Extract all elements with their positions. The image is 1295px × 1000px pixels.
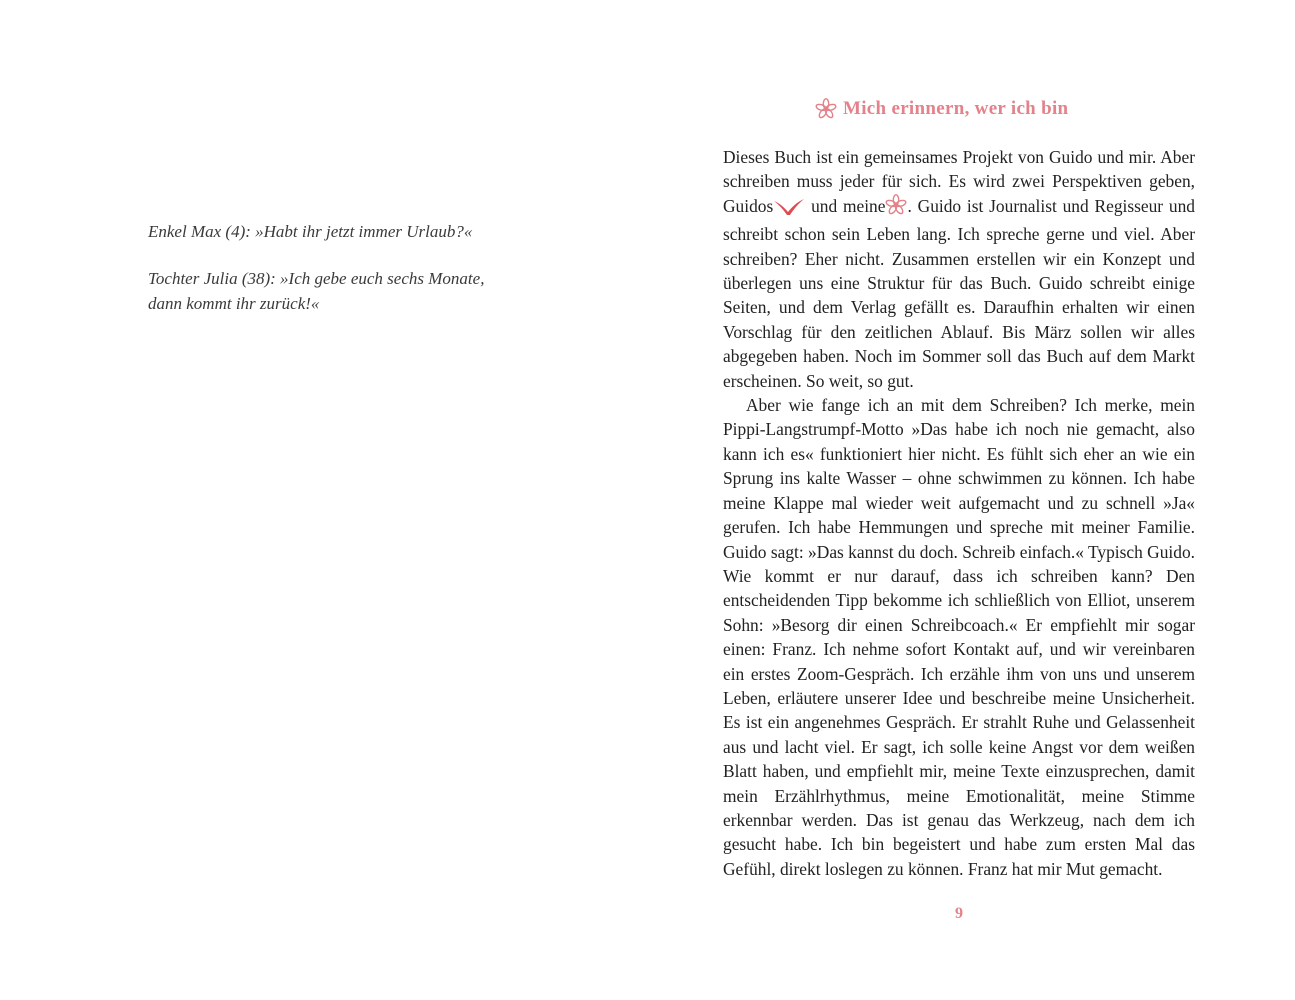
paragraph-2: Aber wie fange ich an mit dem Schreiben? Ich merke, mein Pippi-Langstrumpf-Motto »Das habe ich noch nie gemacht, also kann ich es« funktioniert hier nicht. Es fühlt sich eher an wie ein Sprung ins kalte Wasser – ohne schwimmen zu können. Ich habe meine Klappe mal wieder weit aufgemacht und zu schnell »Ja« gerufen. Ich habe Hemmungen und spreche mit meiner Familie. Guido sagt: »Das kannst du doch. Schreib einfach.« Typisch Guido. Wie kommt er nur darauf, dass ich schreiben kann? Den entscheidenden Tipp bekomme ich schließlich von Elliot, unserem Sohn: »Besorg dir einen Schreibcoach.« Er empfiehlt mir sogar einen: Franz. Ich nehme sofort Kontakt auf, und wir vereinbaren ein erstes Zoom-Gespräch. Ich erzähle ihm von uns und unserem Leben, erläutere unserer Idee und beschreibe meine Unsicherheit. Es ist ein angenehmes Gespräch. Er strahlt Ruhe und Gelassenheit aus und lacht viel. Er sagt, ich solle keine Angst vor dem weißen Blatt haben, und empfiehlt mir, meine Texte einzusprechen, damit mein Erzählrhythmus, meine Emotionalität, meine Stimme erkennbar werden. Das ist genau das Werkzeug, nach dem ich gesucht habe. Ich bin begeistert und habe zum ersten Mal das Gefühl, direkt loslegen zu können. Franz hat mir Mut gemacht.	[723, 395, 1195, 879]
quote-max: Enkel Max (4): »Habt ihr jetzt immer Urlaub?«	[148, 222, 473, 241]
page-number: 9	[955, 905, 963, 922]
bird-icon	[773, 198, 805, 222]
paragraph-1-text-end: . Guido ist Journalist und Regisseur und schreibt schon sein Leben lang. Ich spreche gerne und viel. Aber schreiben? Eher nicht. Zusammen erstellen wir ein Konzept und überlegen uns eine Struktur für das Buch. Guido schreibt einige Seiten, und dem Verlag gefällt es. Daraufhin erhalten wir einen Vorschlag für den zeitlichen Ablauf. Bis März sollen wir alles abgegeben haben. Noch im Sommer soll das Buch auf dem Markt erscheinen. So weit, so gut.	[723, 195, 1195, 391]
paragraph-1-text-start: Dieses Buch ist ein gemeinsames Projekt von Guido und mir. Aber schreiben muss jeder für sich. Es wird zwei Perspektiven geben, Guidos	[723, 147, 1195, 216]
flower-icon	[885, 194, 907, 222]
flower-icon	[815, 98, 837, 120]
paragraph-1-text-middle: und meine	[805, 195, 886, 216]
left-page	[0, 0, 647, 1000]
chapter-title: Mich erinnern, wer ich bin	[843, 98, 1069, 119]
quote-julia: Tochter Julia (38): »Ich gebe euch sechs Monate, dann kommt ihr zurück!«	[148, 269, 485, 313]
chapter-heading	[815, 94, 1115, 124]
right-page	[647, 0, 1295, 1000]
chapter-body	[723, 145, 1195, 881]
paragraph-1	[723, 145, 1195, 393]
epigraph-quotes	[148, 219, 508, 338]
